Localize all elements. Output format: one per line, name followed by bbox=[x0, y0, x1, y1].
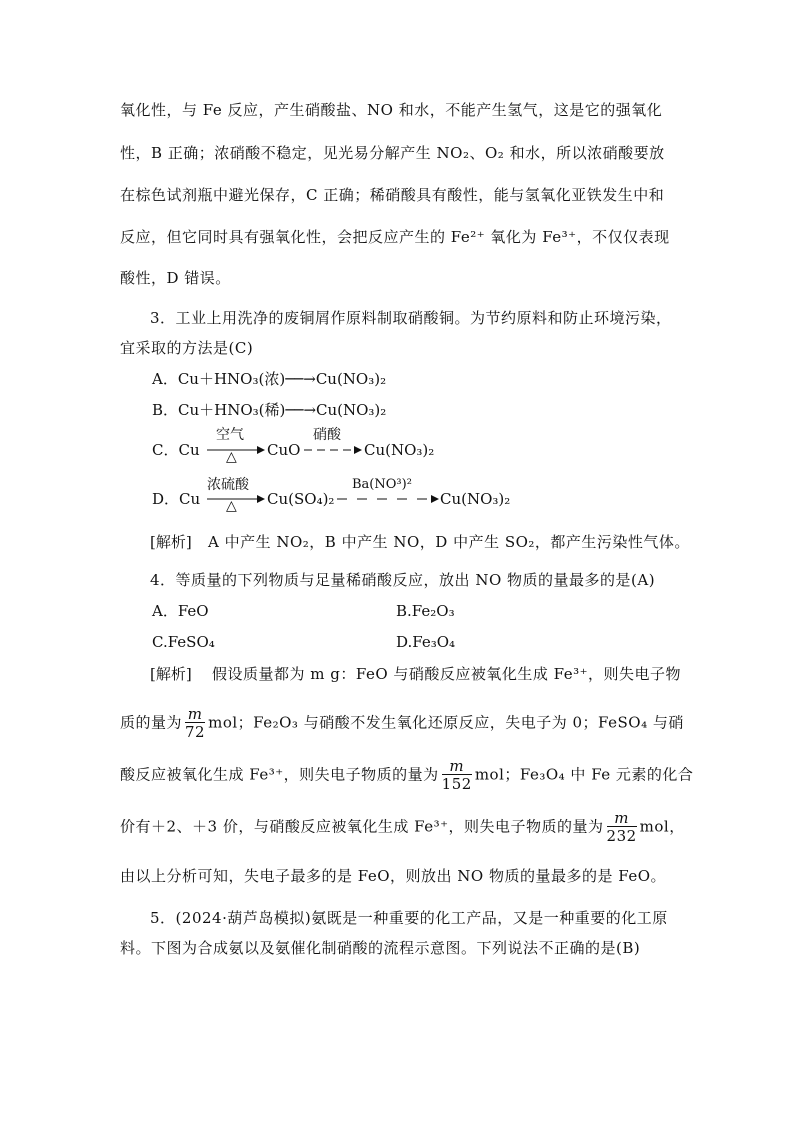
q5-stem-line-1: 5．(2024·葫芦岛模拟)氨既是一种重要的化工产品，又是一种重要的化工原 bbox=[150, 909, 668, 927]
q4-analysis-tag: [解析] bbox=[150, 665, 192, 683]
q3-option-c-condition-bottom-1: △ bbox=[226, 449, 237, 465]
fraction-m-over-152 bbox=[442, 758, 472, 793]
q3-option-d-condition-top-1: 浓硫酸 bbox=[207, 477, 249, 493]
q3-option-b: B．Cu＋HNO₃(稀)──→Cu(NO₃)₂ bbox=[152, 401, 387, 419]
q4-analysis-line-5: 由以上分析可知，失电子最多的是 FeO，则放出 NO 物质的量最多的是 FeO。 bbox=[120, 867, 667, 885]
q4-option-d: D.Fe₃O₄ bbox=[396, 633, 456, 651]
solution-line-1: 氧化性，与 Fe 反应，产生硝酸盐、NO 和水，不能产生氢气，这是它的强氧化 bbox=[120, 101, 663, 119]
q3-option-d-product-1: Cu(SO₄)₂ bbox=[267, 490, 335, 508]
fraction-numerator: m bbox=[607, 810, 637, 827]
q4-analysis-line-4 bbox=[120, 810, 685, 845]
q3-analysis-text: A 中产生 NO₂，B 中产生 NO，D 中产生 SO₂，都产生污染性气体。 bbox=[208, 533, 690, 551]
q3-option-d-condition-bottom-1: △ bbox=[226, 498, 237, 514]
fraction-numerator: m bbox=[442, 758, 472, 775]
fraction-numerator: m bbox=[185, 706, 205, 723]
solution-line-4: 反应，但它同时具有强氧化性，会把反应产生的 Fe²⁺ 氧化为 Fe³⁺，不仅仅表现 bbox=[120, 228, 670, 246]
q4-option-b: B.Fe₂O₃ bbox=[396, 602, 455, 620]
reaction-arrow-icon bbox=[335, 489, 439, 509]
q4-analysis-line-2-suffix: mol；Fe₂O₃ 与硝酸不发生氧化还原反应，失电子为 0；FeSO₄ 与硝 bbox=[208, 713, 684, 732]
q3-option-c-letter: C．Cu bbox=[152, 441, 200, 459]
q4-analysis-line-4-prefix: 价有＋2、＋3 价，与硝酸反应被氧化生成 Fe³⁺，则失电子物质的量为 bbox=[120, 817, 604, 836]
q4-analysis-line-3-prefix: 酸反应被氧化生成 Fe³⁺，则失电子物质的量为 bbox=[120, 765, 439, 784]
q4-option-a: A．FeO bbox=[152, 602, 209, 620]
q3-option-d-condition-top-2: Ba(NO³)² bbox=[352, 477, 412, 492]
q4-analysis-line-3-suffix: mol；Fe₃O₄ 中 Fe 元素的化合 bbox=[474, 765, 694, 784]
q4-analysis-line-2-prefix: 质的量为 bbox=[120, 713, 183, 732]
fraction-denominator: 232 bbox=[606, 827, 637, 845]
solution-line-5: 酸性，D 错误。 bbox=[120, 269, 231, 287]
q3-option-c-product-2: Cu(NO₃)₂ bbox=[364, 441, 435, 459]
q3-option-c-condition-top-2: 硝酸 bbox=[313, 427, 341, 443]
q3-option-d-product-2: Cu(NO₃)₂ bbox=[440, 490, 511, 508]
q3-option-c-condition-top-1: 空气 bbox=[216, 427, 244, 443]
fraction-m-over-72 bbox=[185, 706, 205, 741]
q4-option-c: C.FeSO₄ bbox=[152, 633, 215, 651]
fraction-denominator: 152 bbox=[441, 775, 472, 793]
q5-stem-line-2: 料。下图为合成氨以及氨催化制硝酸的流程示意图。下列说法不正确的是(B) bbox=[120, 939, 641, 957]
q4-analysis-line-1: 假设质量都为 m g：FeO 与硝酸反应被氧化生成 Fe³⁺，则失电子物 bbox=[212, 665, 682, 683]
solution-line-2: 性，B 正确；浓硝酸不稳定，见光易分解产生 NO₂、O₂ 和水，所以浓硝酸要放 bbox=[120, 144, 665, 162]
q3-stem-line-2: 宜采取的方法是(C) bbox=[120, 339, 254, 357]
q4-analysis-line-4-suffix: mol， bbox=[639, 817, 685, 836]
q4-stem: 4．等质量的下列物质与足量稀硝酸反应，放出 NO 物质的量最多的是(A) bbox=[150, 571, 656, 589]
q3-option-d-letter: D．Cu bbox=[152, 490, 201, 508]
q3-analysis-tag: [解析] bbox=[150, 533, 192, 551]
q3-stem-line-1: 3．工业上用洗净的废铜屑作原料制取硝酸铜。为节约原料和防止环境污染， bbox=[150, 309, 672, 327]
reaction-arrow-icon bbox=[302, 440, 362, 460]
fraction-m-over-232 bbox=[607, 810, 637, 845]
solution-line-3: 在棕色试剂瓶中避光保存，C 正确；稀硝酸具有酸性，能与氢氧化亚铁发生中和 bbox=[120, 186, 665, 204]
q3-option-c-product-1: CuO bbox=[267, 441, 301, 459]
fraction-denominator: 72 bbox=[185, 723, 206, 741]
q4-analysis-line-2 bbox=[120, 706, 684, 741]
q4-analysis-line-3 bbox=[120, 758, 693, 793]
q3-option-a: A．Cu＋HNO₃(浓)──→Cu(NO₃)₂ bbox=[152, 370, 387, 388]
